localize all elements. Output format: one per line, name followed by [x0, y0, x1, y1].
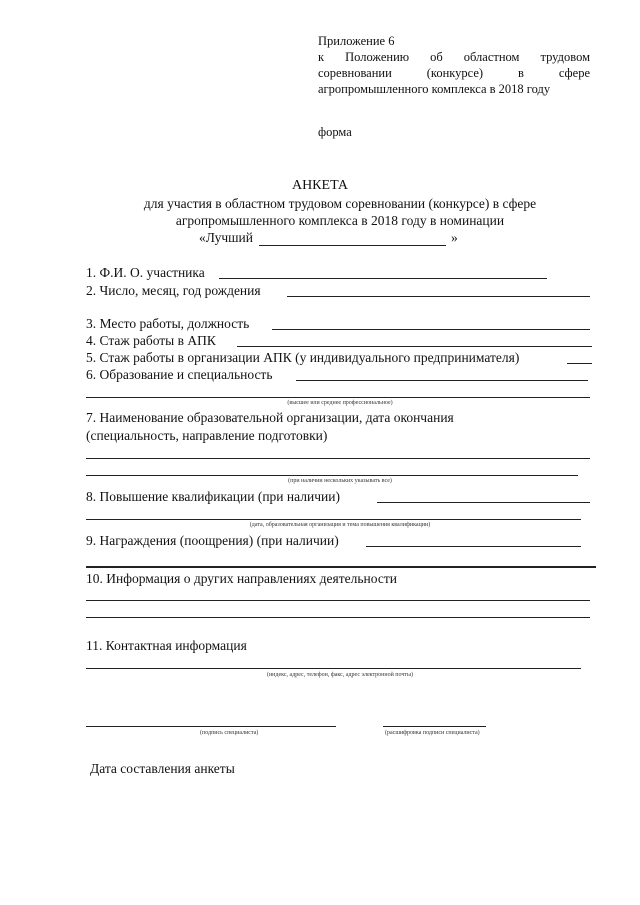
appendix-ref-line-2: соревновании (конкурсе) в сфере	[318, 66, 590, 80]
document-title: АНКЕТА	[291, 178, 349, 193]
field-8-caption: (дата, образовательная организация и тема повышения квалификации)	[249, 522, 431, 528]
field-11-label: 11. Контактная информация	[86, 638, 247, 653]
field-6-label: 6. Образование и специальность	[86, 367, 273, 382]
field-2-label: 2. Число, месяц, год рождения	[86, 283, 261, 298]
nomination-suffix: »	[451, 230, 458, 245]
field-3-label: 3. Место работы, должность	[86, 316, 250, 331]
appendix-ref-line-1: к Положению об областном трудовом	[318, 50, 590, 64]
field-1-input[interactable]	[219, 278, 547, 279]
field-3-input[interactable]	[272, 329, 590, 330]
field-9-input[interactable]	[366, 546, 581, 547]
field-1-label: 1. Ф.И. О. участника	[86, 265, 205, 280]
field-4-input[interactable]	[237, 346, 592, 347]
field-5-input[interactable]	[567, 363, 592, 364]
field-6-caption: (высшее или среднее профессиональное)	[287, 400, 393, 406]
field-7-label-line-1: 7. Наименование образовательной организации, дата окончания	[86, 410, 454, 425]
field-8-input-line-2[interactable]	[86, 519, 581, 520]
field-10-input-line-1[interactable]	[86, 600, 590, 601]
field-2-input[interactable]	[287, 296, 590, 297]
field-8-input[interactable]	[377, 502, 590, 503]
field-4-label: 4. Стаж работы в АПК	[86, 333, 216, 348]
field-10-label: 10. Информация о других направлениях деятельности	[86, 571, 397, 586]
signature-decode-caption: (расшифровка подписи специалиста)	[385, 730, 480, 736]
section-divider	[86, 566, 596, 568]
field-9-label: 9. Награждения (поощрения) (при наличии)	[86, 533, 339, 548]
field-7-label-line-2: (специальность, направление подготовки)	[86, 428, 328, 443]
field-8-label: 8. Повышение квалификации (при наличии)	[86, 489, 340, 504]
field-5-label: 5. Стаж работы в организации АПК (у индивидуального предпринимателя)	[86, 350, 520, 365]
appendix-ref-line-3: агропромышленного комплекса в 2018 году	[318, 82, 551, 96]
signature-field[interactable]	[86, 726, 336, 727]
nomination-prefix: «Лучший	[199, 230, 253, 245]
field-10-input-line-2[interactable]	[86, 617, 590, 618]
field-11-input[interactable]	[86, 668, 581, 669]
signature-decode-field[interactable]	[383, 726, 486, 727]
field-7-input-line-2[interactable]	[86, 475, 578, 476]
field-7-caption: (при наличии нескольких указывать все)	[288, 478, 392, 484]
date-label: Дата составления анкеты	[90, 761, 235, 776]
appendix-number: Приложение 6	[318, 34, 395, 48]
field-6-input-line-2[interactable]	[86, 397, 590, 398]
signature-caption: (подпись специалиста)	[200, 730, 259, 736]
field-6-input[interactable]	[296, 380, 588, 381]
nomination-field[interactable]	[259, 245, 446, 246]
title-line-2: агропромышленного комплекса в 2018 году в номинации	[175, 213, 505, 228]
field-7-input-line-1[interactable]	[86, 458, 590, 459]
form-label: форма	[318, 125, 352, 139]
title-line-1: для участия в областном трудовом соревновании (конкурсе) в сфере	[143, 196, 537, 211]
field-11-caption: (индекс, адрес, телефон, факс, адрес электронной почты)	[266, 672, 414, 678]
